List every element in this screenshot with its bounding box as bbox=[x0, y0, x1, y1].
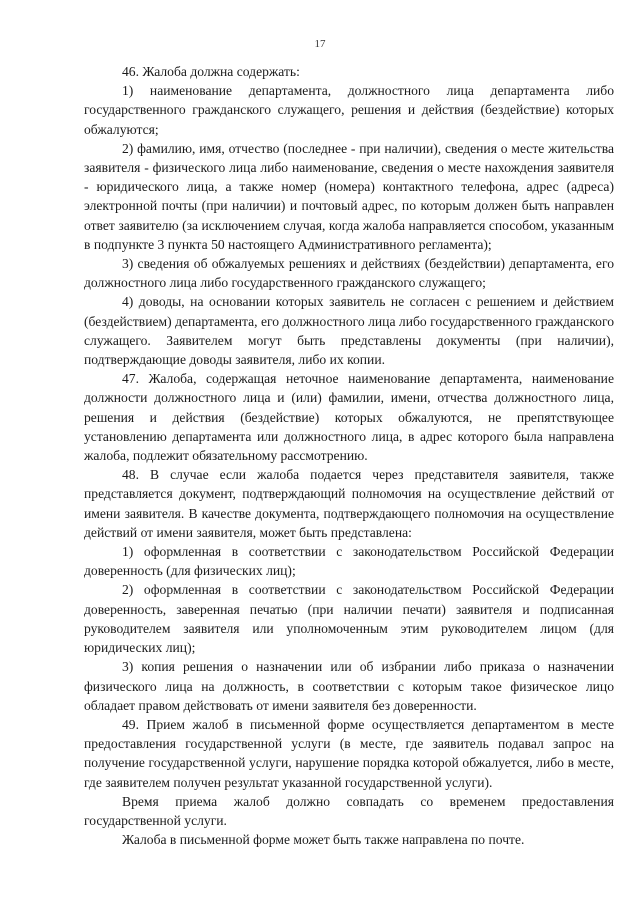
paragraph-46-item-3: 3) сведения об обжалуемых решениях и действиях (бездействии) департамента, его должностного лица либо государственного гражданского служащего; bbox=[84, 256, 614, 291]
paragraph-46-item-2: 2) фамилию, имя, отчество (последнее - при наличии), сведения о месте жительства заявителя - физического лица либо наименование, сведения о месте нахождения заявителя - юридического лица, а также номер (номера) контактного телефона, адрес (адреса) электронной почты (при наличии) и почтовый адрес, по которым должен быть направлен ответ заявителю (за исключением случая, когда жалоба направляется способом, указанным в подпункте 3 пункта 50 настоящего Административного регламента); bbox=[84, 140, 614, 252]
paragraph-48: 48. В случае если жалоба подается через представителя заявителя, также представляется документ, подтверждающий полномочия на осуществление действий от имени заявителя. В качестве документа, подтверждающего полномочия на осуществление действий от имени заявителя, может быть представлена: bbox=[84, 467, 614, 540]
page-number: 17 bbox=[314, 38, 326, 50]
paragraph-49-reception-time: Время приема жалоб должно совпадать со временем предоставления государственной услуги. bbox=[84, 793, 614, 828]
paragraph-48-item-3: 3) копия решения о назначении или об избрании либо приказа о назначении физического лица на должность, в соответствии с которым такое физическое лицо обладает правом действовать от имени заявителя без доверенности. bbox=[84, 659, 614, 713]
paragraph-46-item-4: 4) доводы, на основании которых заявитель не согласен с решением и действием (бездействием) департамента, его должностного лица либо государственного гражданского служащего. Заявителем могут быть представлены документы (при наличии), подтверждающие доводы заявителя, либо их копии. bbox=[84, 294, 614, 368]
paragraph-46-item-1: 1) наименование департамента, должностного лица департамента либо государственного гражданского служащего, решения и действия (бездействие) которых обжалуются; bbox=[84, 83, 614, 137]
paragraph-47: 47. Жалоба, содержащая неточное наименование департамента, наименование должности должностного лица и (или) фамилии, имени, отчества должностного лица, решения и действия (бездействие) которых обжалуются, не препятствующее установлению департамента или должностного лица, в адрес которого была направлена жалоба, подлежит обязательному рассмотрению. bbox=[84, 371, 614, 464]
paragraph-48-item-1: 1) оформленная в соответствии с законодательством Российской Федерации доверенность (для физических лиц); bbox=[84, 544, 614, 579]
paragraph-49: 49. Прием жалоб в письменной форме осуществляется департаментом в месте предоставления государственной услуги (в месте, где заявитель подавал запрос на получение государственной услуги, нарушение порядка которой обжалуется, либо в месте, где заявителем получен результат указанной государственной услуги). bbox=[84, 716, 614, 790]
document-body bbox=[84, 62, 614, 849]
paragraph-46-heading: 46. Жалоба должна содержать: bbox=[122, 64, 300, 79]
paragraph-48-item-2: 2) оформленная в соответствии с законодательством Российской Федерации доверенность, заверенная печатью (при наличии печати) заявителя и подписанная руководителем заявителя или уполномоченным этим руководителем лицом (для юридических лиц); bbox=[84, 582, 614, 656]
paragraph-49-by-mail: Жалоба в письменной форме может быть также направлена по почте. bbox=[122, 832, 525, 848]
